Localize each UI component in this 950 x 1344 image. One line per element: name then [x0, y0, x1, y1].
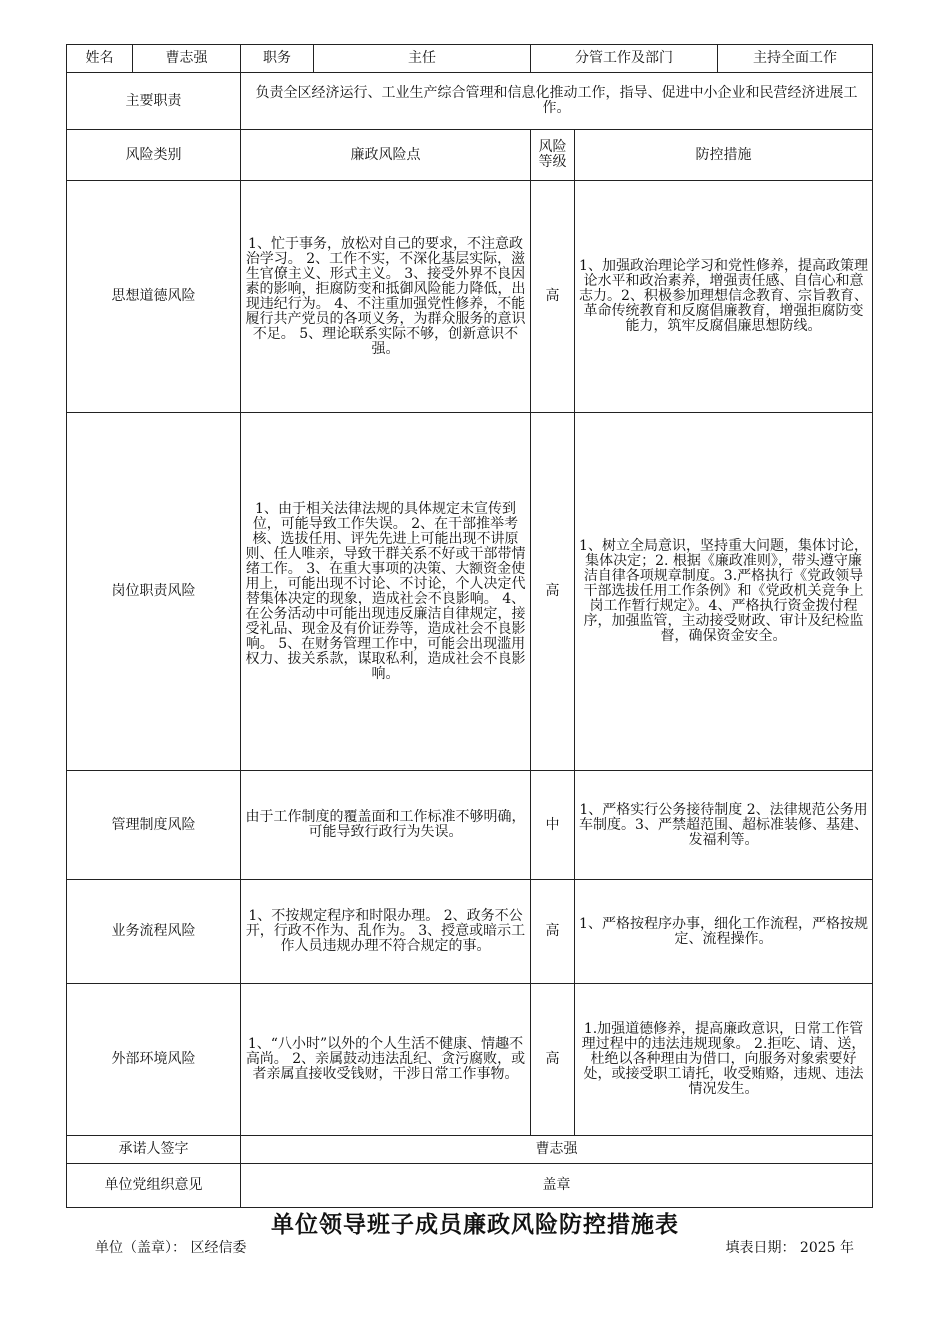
- risk-points: 1、“八小时”以外的个人生活不健康、情趣不高尚。 2、亲属鼓动违法乱纪、贪污腐败，或者亲属直接收受钱财，干涉日常工作事物。: [241, 984, 531, 1136]
- risk-points: 1、不按规定程序和时限办理。 2、政务不公开，行政不作为、乱作为。 3、授意或暗示工作人员违规办理不符合规定的事。: [241, 880, 531, 984]
- unit-stamp-line: 单位（盖章）： 区经信委: [95, 1240, 247, 1256]
- risk-row: [67, 181, 873, 413]
- measures-header: 防控措施: [575, 130, 873, 181]
- opinion-row: [67, 1164, 873, 1208]
- level-header: 风险等级: [531, 130, 575, 181]
- fill-date: 填表日期： 2025 年: [725, 1240, 854, 1256]
- page-title: 单位领导班子成员廉政风险防控措施表: [271, 1212, 679, 1238]
- risk-measures: 1、加强政治理论学习和党性修养，提高政策理论水平和政治素养，增强责任感、自信心和意志力。2、积极参加理想信念教育、宗旨教育、革命传统教育和反腐倡廉教育，增强拒腐防变能力，筑牢反腐倡廉思想防线。: [575, 181, 873, 413]
- points-header: 廉政风险点: [241, 130, 531, 181]
- dept-label: 分管工作及部门: [531, 45, 718, 73]
- signature-label: 承诺人签字: [67, 1136, 241, 1164]
- risk-level: 高: [531, 880, 575, 984]
- risk-measures: 1.加强道德修养，提高廉政意识，日常工作管理过程中的违法违规现象。 2.拒吃、请、送，杜绝以各种理由为借口，向服务对象索要好处，或接受职工请托，收受贿赂，违规、违法情况发生。: [575, 984, 873, 1136]
- risk-row: [67, 880, 873, 984]
- duties-label: 主要职责: [67, 73, 241, 130]
- risk-points: 由于工作制度的覆盖面和工作标准不够明确，可能导致行政行为失误。: [241, 771, 531, 880]
- header-row: [67, 45, 873, 73]
- risk-measures: 1、严格按程序办事，细化工作流程，严格按规定、流程操作。: [575, 880, 873, 984]
- dept-value: 主持全面工作: [718, 45, 873, 73]
- duties-row: [67, 73, 873, 130]
- name-label: 姓名: [67, 45, 133, 73]
- risk-row: [67, 984, 873, 1136]
- opinion-label: 单位党组织意见: [67, 1164, 241, 1208]
- risk-category: 外部环境风险: [67, 984, 241, 1136]
- duties-value: 负责全区经济运行、工业生产综合管理和信息化推动工作，指导、促进中小企业和民营经济进展工作。: [241, 73, 873, 130]
- opinion-value: 盖章: [241, 1164, 873, 1208]
- risk-category: 岗位职责风险: [67, 413, 241, 771]
- column-header-row: [67, 130, 873, 181]
- risk-points: 1、忙于事务，放松对自己的要求，不注意政治学习。 2、工作不实，不深化基层实际，滋生官僚主义、形式主义。 3、接受外界不良因素的影响，拒腐防变和抵御风险能力降低，出现违纪行为。 4、不注重加强党性修养，不能履行共产党员的各项义务，为群众服务的意识不足。 5、理论联系实际不够，创新意识不强。: [241, 181, 531, 413]
- risk-control-table: [66, 44, 873, 1208]
- risk-row: [67, 413, 873, 771]
- risk-level: 高: [531, 181, 575, 413]
- risk-row: [67, 771, 873, 880]
- risk-category: 管理制度风险: [67, 771, 241, 880]
- risk-points: 1、由于相关法律法规的具体规定未宣传到位，可能导致工作失误。 2、在干部推举考核、选拔任用、评先先进上可能出现不讲原则、任人唯亲，导致干群关系不好或干部带情绪工作。 3、在重大事项的决策、大额资金使用上，可能出现不讨论、不讨论，个人决定代替集体决定的现象，造成社会不良影响。 4、在公务活动中可能出现违反廉洁自律规定，接受礼品、现金及有价证券等，造成社会不良影响。 5、在财务管理工作中，可能会出现滥用权力、拔关系款，谋取私利，造成社会不良影响。: [241, 413, 531, 771]
- risk-measures: 1、树立全局意识，坚持重大问题，集体讨论，集体决定；2. 根据《廉政准则》，带头遵守廉洁自律各项规章制度。3.严格执行《党政领导干部选拔任用工作条例》和《党政机关竞争上岗工作暂行规定》。4、严格执行资金拨付程序，加强监管，主动接受财政、审计及纪检监督，确保资金安全。: [575, 413, 873, 771]
- position-value: 主任: [314, 45, 531, 73]
- risk-level: 高: [531, 984, 575, 1136]
- risk-level: 中: [531, 771, 575, 880]
- risk-category: 思想道德风险: [67, 181, 241, 413]
- signature-row: [67, 1136, 873, 1164]
- risk-level: 高: [531, 413, 575, 771]
- risk-category: 业务流程风险: [67, 880, 241, 984]
- name-value: 曹志强: [133, 45, 241, 73]
- signature-value: 曹志强: [241, 1136, 873, 1164]
- category-header: 风险类别: [67, 130, 241, 181]
- risk-measures: 1、严格实行公务接待制度 2、法律规范公务用车制度。3、严禁超范围、超标准装修、基建、发福利等。: [575, 771, 873, 880]
- position-label: 职务: [241, 45, 314, 73]
